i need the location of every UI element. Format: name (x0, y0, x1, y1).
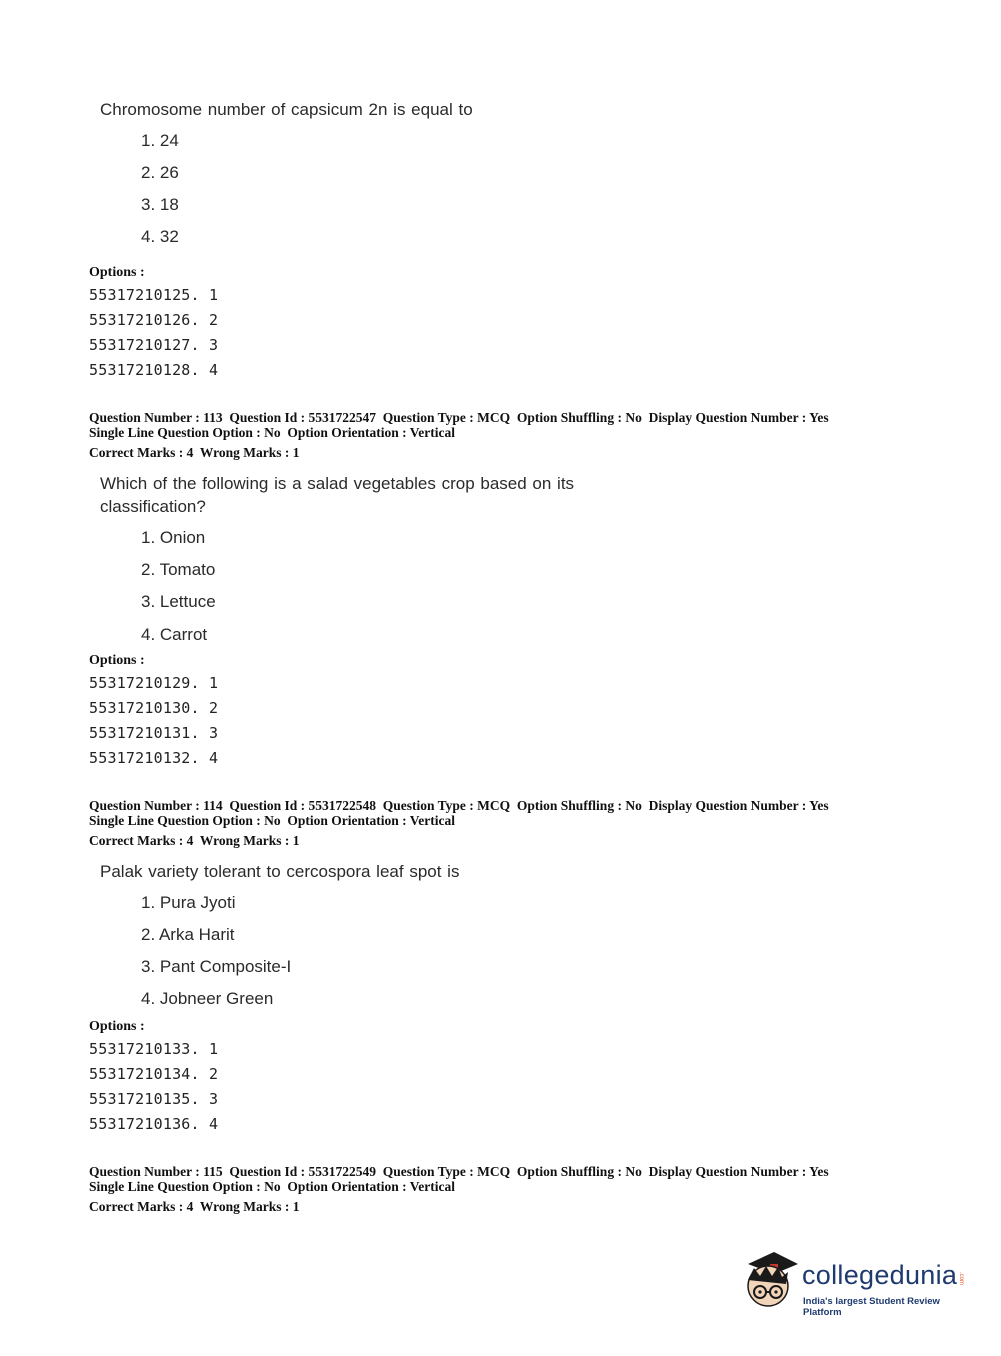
question-text: Palak variety tolerant to cercospora leaf spot is (100, 862, 460, 881)
option-row: 55317210135. 3 (89, 1090, 219, 1108)
question-meta-line2: Single Line Question Option : No Option Orientation : Vertical (89, 425, 456, 440)
question-marks: Correct Marks : 4 Wrong Marks : 1 (89, 833, 300, 848)
option-row: 55317210136. 4 (89, 1115, 219, 1133)
collegedunia-logo (740, 1248, 975, 1318)
options-label: Options : (89, 653, 145, 668)
option-row: 55317210130. 2 (89, 699, 219, 717)
option-row: 55317210134. 2 (89, 1065, 219, 1083)
option-row: 55317210128. 4 (89, 361, 219, 379)
question-meta-line2: Single Line Question Option : No Option Orientation : Vertical (89, 1179, 456, 1194)
option-row: 55317210127. 3 (89, 336, 219, 354)
choice-item: 4. Carrot (141, 625, 208, 644)
choice-item: 4. Jobneer Green (141, 989, 274, 1008)
question-meta-line2: Single Line Question Option : No Option Orientation : Vertical (89, 813, 456, 828)
choice-item: 1. Onion (141, 528, 206, 547)
options-label: Options : (89, 265, 145, 280)
mascot-graduation-cap-icon (740, 1250, 800, 1312)
question-text: Which of the following is a salad vegetables crop based on its classification? (100, 474, 575, 516)
question-meta-line1: Question Number : 113 Question Id : 5531722547 Question Type : MCQ Option Shuffling : No Display Question Number : Yes (89, 410, 829, 425)
option-row: 55317210131. 3 (89, 724, 219, 742)
choice-item: 3. 18 (141, 195, 179, 214)
choice-item: 1. 24 (141, 131, 179, 150)
choice-item: 3. Lettuce (141, 592, 216, 611)
logo-tagline: India's largest Student Review Platform (803, 1296, 940, 1318)
choice-item: 1. Pura Jyoti (141, 893, 236, 912)
choice-item: 4. 32 (141, 227, 179, 246)
option-row: 55317210129. 1 (89, 674, 219, 692)
question-marks: Correct Marks : 4 Wrong Marks : 1 (89, 1199, 300, 1214)
choice-item: 2. 26 (141, 163, 179, 182)
logo-wordmark: collegedunia (802, 1260, 958, 1290)
question-meta-line1: Question Number : 114 Question Id : 5531722548 Question Type : MCQ Option Shuffling : No Display Question Number : Yes (89, 798, 829, 813)
option-row: 55317210132. 4 (89, 749, 219, 767)
choice-item: 2. Tomato (141, 560, 216, 579)
logo-suffix: .com (958, 1272, 964, 1286)
question-text: Chromosome number of capsicum 2n is equal to (100, 100, 473, 119)
option-row: 55317210126. 2 (89, 311, 219, 329)
choice-item: 3. Pant Composite-I (141, 957, 292, 976)
options-label: Options : (89, 1019, 145, 1034)
question-meta-line1: Question Number : 115 Question Id : 5531722549 Question Type : MCQ Option Shuffling : No Display Question Number : Yes (89, 1164, 829, 1179)
question-marks: Correct Marks : 4 Wrong Marks : 1 (89, 445, 300, 460)
option-row: 55317210133. 1 (89, 1040, 219, 1058)
choice-item: 2. Arka Harit (141, 925, 235, 944)
option-row: 55317210125. 1 (89, 286, 219, 304)
